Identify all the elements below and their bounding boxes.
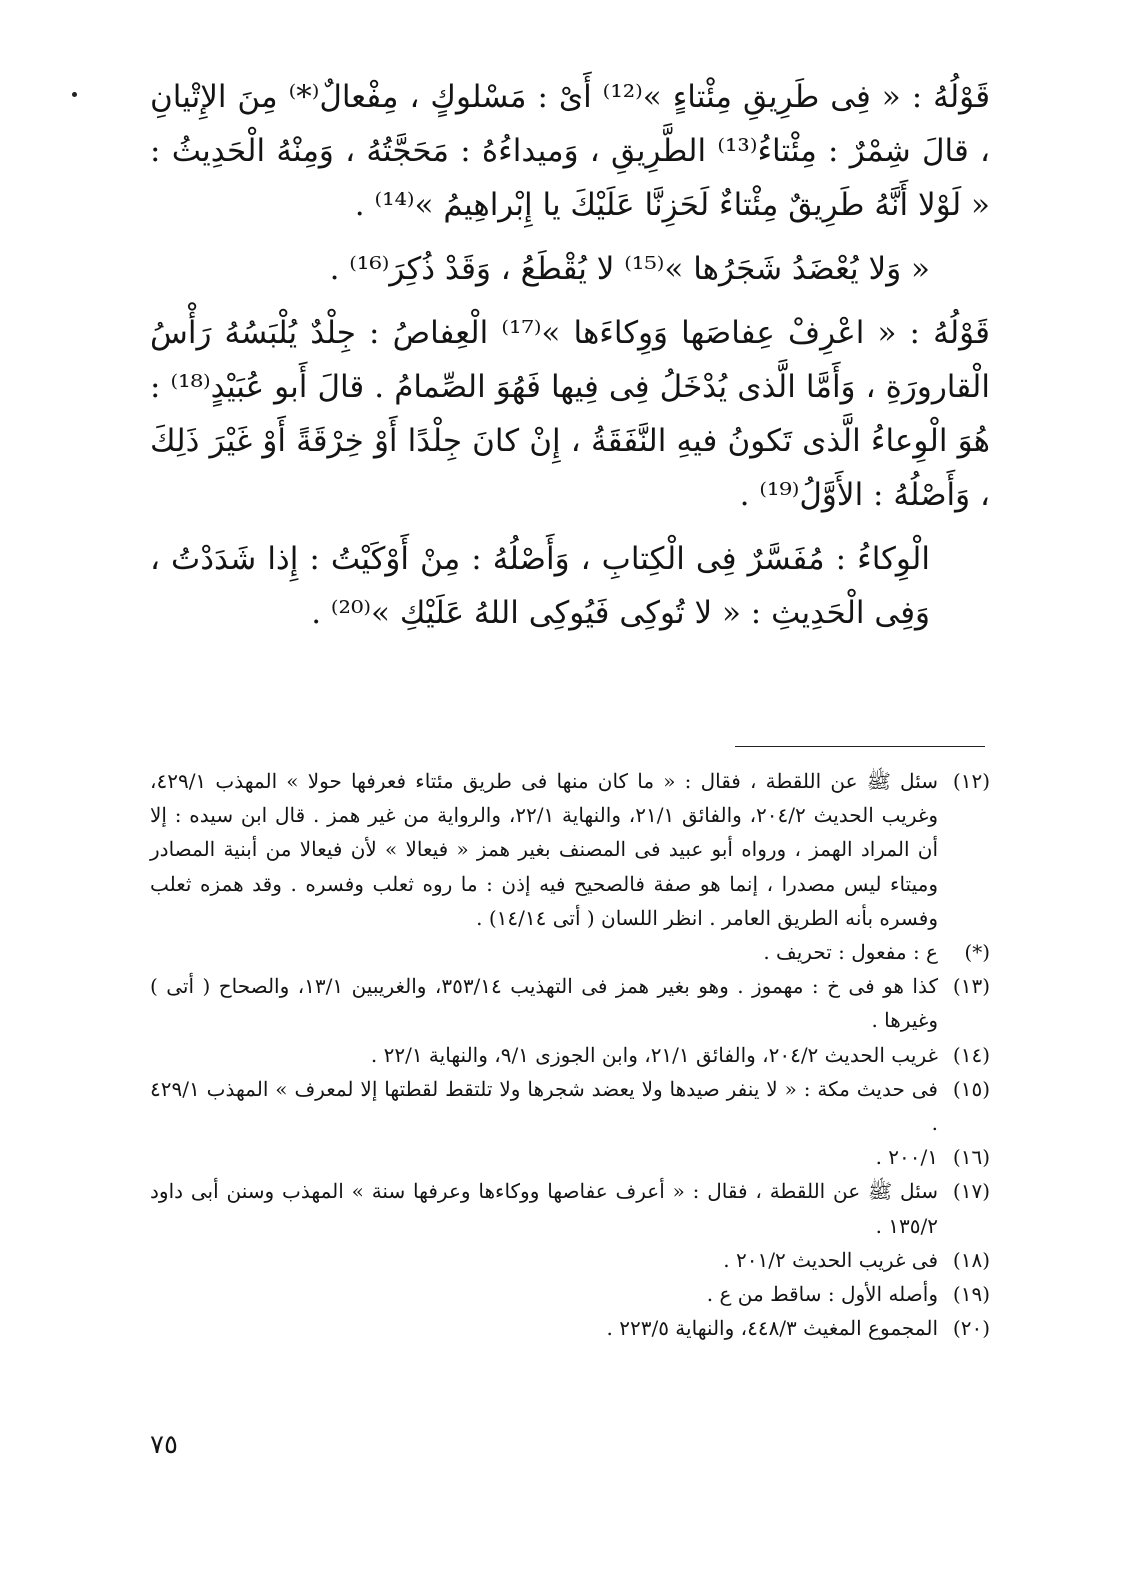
footnote-number: (١٤) xyxy=(952,1042,990,1067)
footnote xyxy=(150,1277,990,1311)
paragraph-2: « وَلا يُعْضَدُ شَجَرُها »⁽¹⁵⁾ لا يُقْطَعُ ، وَقَدْ ذُكِرَ⁽¹⁶⁾ . xyxy=(329,251,930,287)
footnote-text: سئل ﷺ عن اللقطة ، فقال : « أعرف عفاصها ووكاءها وعرفها سنة » المهذب وسنن أبى داود ١٣٥/٢ . xyxy=(150,1179,938,1238)
footnote xyxy=(150,1174,990,1242)
footnote-number: (١٩) xyxy=(952,1282,990,1307)
footnote xyxy=(150,935,990,969)
footnote-text: وأصله الأول : ساقط من ع . xyxy=(706,1282,938,1307)
footnote xyxy=(150,764,990,935)
footnote-number: (١٧) xyxy=(952,1179,990,1204)
main-text xyxy=(150,70,990,650)
footnote-text: كذا هو فى خ : مهموز . وهو بغير همز فى التهذيب ٣٥٣/١٤، والغريبين ١٣/١، والصحاح ( أتى ) وغيرها . xyxy=(150,974,938,1033)
footnote-number: (١٢) xyxy=(952,769,990,793)
footnote xyxy=(150,1038,990,1072)
footnote xyxy=(150,969,990,1037)
footnote xyxy=(150,1072,990,1140)
paragraph-3: قَوْلُهُ : « اعْرِفْ عِفاصَها وَوِكاءَها »⁽¹⁷⁾ الْعِفاصُ : جِلْدٌ يُلْبَسُهُ رَأْسُ الْقارورَةِ ، وَأَمَّا الَّذى يُدْخَلُ فِى فِيها فَهُوَ الصِّمامُ . قالَ أَبو عُبَيْدٍ⁽¹⁸⁾ : هُوَ الْوِعاءُ الَّذى تَكونُ فيهِ النَّفَقَةُ ، إِنْ كانَ جِلْدًا أَوْ خِرْقَةً أَوْ غَيْرَ ذَلِكَ ، وَأَصْلُهُ : الأَوَّلُ⁽¹⁹⁾ . xyxy=(150,315,990,513)
footnote-text: غريب الحديث ٢٠٤/٢، والفائق ٢١/١، وابن الجوزى ٩/١، والنهاية ٢٢/١ . xyxy=(370,1042,938,1067)
footnote-number: (١٦) xyxy=(952,1145,990,1170)
paragraph-1: قَوْلُهُ : « فِى طَرِيقِ مِئْتاءٍ »⁽¹²⁾ أَىْ : مَسْلوكٍ ، مِفْعالٌ⁽*⁾ مِنَ الإِتْيانِ ، قالَ شِمْرٌ : مِئْتاءُ⁽¹³⁾ الطَّرِيقِ ، وَميداءُهُ : مَحَجَّتُهُ ، وَمِنْهُ الْحَدِيثُ : « لَوْلا أَنَّهُ طَرِيقٌ مِئْتاءٌ لَحَزِنَّا عَلَيْكَ يا إِبْراهِيمُ »⁽¹⁴⁾ . xyxy=(150,79,991,223)
footnote-text: فى غريب الحديث ٢٠١/٢ . xyxy=(723,1247,938,1272)
paragraph-4: الْوِكاءُ : مُفَسَّرٌ فِى الْكِتابِ ، وَأَصْلُهُ : مِنْ أَوْكَيْتُ : إِذا شَدَدْتُ ، وَفِى الْحَدِيثِ : « لا تُوكِى فَيُوكِى اللهُ عَلَيْكِ »⁽²⁰⁾ . xyxy=(150,541,930,631)
footnotes xyxy=(150,764,990,1345)
page-number: ٧٥ xyxy=(150,1430,178,1460)
footnote-text: المجموع المغيث ٤٤٨/٣، والنهاية ٢٢٣/٥ . xyxy=(606,1316,938,1341)
footnote-number: (١٨) xyxy=(952,1247,990,1272)
footnote xyxy=(150,1243,990,1277)
footnote-number: (١٥) xyxy=(952,1076,990,1101)
footnote-text: فى حديث مكة : « لا ينفر صيدها ولا يعضد شجرها ولا تلتقط لقطتها إلا لمعرف » المهذب ٤٢٩/١ . xyxy=(150,1076,938,1136)
footnote-separator xyxy=(735,746,985,747)
footnote-text: ع : مفعول : تحريف . xyxy=(763,940,938,965)
footnote-text: ٢٠٠/١ . xyxy=(875,1145,938,1170)
stray-dot xyxy=(72,92,77,97)
footnote xyxy=(150,1140,990,1174)
footnote-number: (١٣) xyxy=(952,974,990,999)
footnote-number: (*) xyxy=(964,940,990,965)
footnote xyxy=(150,1311,990,1345)
footnote-number: (٢٠) xyxy=(952,1316,990,1341)
footnote-text: سئل ﷺ عن اللقطة ، فقال : « ما كان منها فى طريق مئتاء فعرفها حولا » المهذب ٤٢٩/١، وغريب الحديث ٢٠٤/٢، والفائق ٢١/١، والنهاية ٢٢/١، والرواية من غير همز . قال ابن سيده : إلا أن المراد الهمز ، ورواه أبو عبيد فى المصنف بغير همز « فيعالا » لأن فيعالا من أبنية المصادر وميتاء ليس مصدرا ، إنما هو صفة فالصحيح فيه إذن : ما روه ثعلب وفسره . وقد همزه ثعلب وفسره بأنه الطريق العامر . انظر اللسان ( أتى ١٤/١٤) . xyxy=(150,769,938,930)
